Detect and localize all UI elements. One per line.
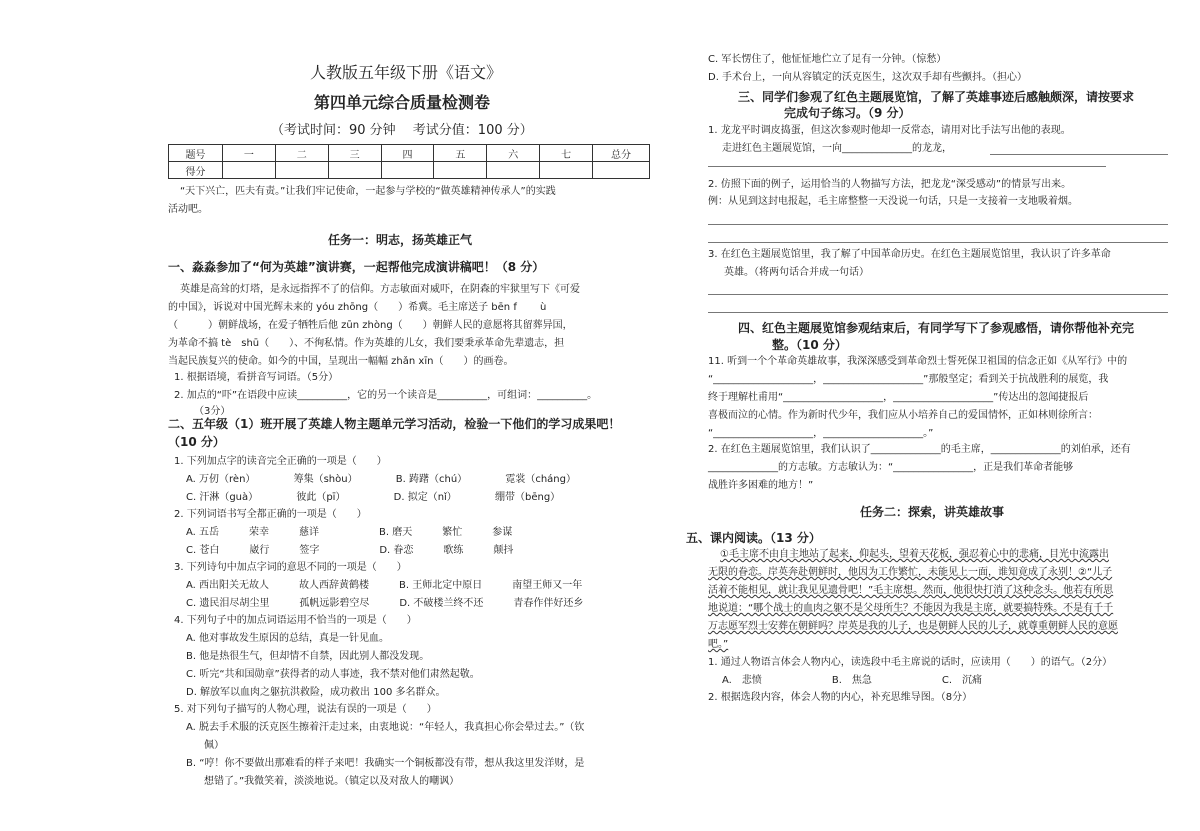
question-two-title: 二、五年级（1）班开展了英雄人物主题单元学习活动，检验一下他们的学习成果吧！ xyxy=(168,417,621,431)
sub-question: 2. 下列词语书写全都正确的一项是（ ） xyxy=(174,509,367,520)
score-input-cell[interactable] xyxy=(381,162,434,179)
passage-line: 的中国》，诉说对中国光辉未来的 yóu zhōng（ ）希冀。毛主席送子 bēn f ù xyxy=(168,302,547,313)
reading-passage-line: 吧。” xyxy=(708,639,729,650)
option-line: A. 西出阳关无故人 故人西辞黄鹤楼 B. 王师北定中原日 南望王师又一年 xyxy=(186,580,583,591)
task-one-heading: 任务一：明志，扬英雄正气 xyxy=(328,233,473,247)
sub-question: 2. 根据选段内容，体会人物的内心，补充思维导图。（8分） xyxy=(708,692,973,703)
score-input-cell[interactable] xyxy=(275,162,328,179)
option-line: B. 他是热很生气，但却情不自禁，因此别人都没发现。 xyxy=(186,651,430,662)
sub-question: 1. 龙龙平时调皮捣蛋，但这次参观时他却一反常态，请用对比手法写出他的表现。 xyxy=(708,125,1071,136)
reading-passage-line: 无限的眷恋。岸英奔赴朝鲜时，他因为工作繁忙，未能见上一面，谁知竟成了永别！②“儿子 xyxy=(708,567,1113,578)
question-three-points: 完成句子练习。（9 分） xyxy=(784,106,911,120)
score-cell: 题号 xyxy=(169,145,223,162)
score-cell: 五 xyxy=(434,145,487,162)
sub-question-points: （3分） xyxy=(194,406,231,417)
option-line: B. “哼！你不要做出那难看的样子来吧！我确实一个铜板都没有带，想从我这里发洋财，是 xyxy=(186,758,585,769)
answer-line[interactable] xyxy=(990,154,1168,155)
question-four-title: 四、红色主题展览馆参观结束后，有同学写下了参观感悟，请你帮他补充完 xyxy=(738,321,1135,335)
option-line: D. 解放军以血肉之躯抗洪救险，成功救出 100 多名群众。 xyxy=(186,687,446,698)
fill-line: 战胜许多困难的地方！” xyxy=(708,480,814,491)
score-table-header-row xyxy=(169,145,650,162)
fill-line: “____________________，____________________”那般坚定；看到关于抗战胜利的展览，我 xyxy=(708,374,1109,385)
score-input-cell[interactable] xyxy=(487,162,540,179)
option-line: A. 万仞（rèn） 筹集（shòu） B. 踌躇（chú） 霓裳（cháng） xyxy=(186,474,576,485)
passage-line: （ ）朝鲜战场，在爱子牺牲后他 zūn zhòng（ ）朝鲜人民的意愿将其留葬异国， xyxy=(168,320,573,331)
passage-line: 英雄是高耸的灯塔，是永远指挥不了的信仰。方志敏面对威吓，在阴森的牢狱里写下《可爱 xyxy=(180,284,580,295)
option-line: C. 汗淋（guà） 彼此（pī） D. 拟定（nǐ） 绷带（bēng） xyxy=(186,492,561,503)
page-subtitle: 第四单元综合质量检测卷 xyxy=(314,93,491,112)
score-input-cell[interactable] xyxy=(593,162,650,179)
passage-line: 当起民族复兴的使命。如今的中国，呈现出一幅幅 zhǎn xīn（ ）的画卷。 xyxy=(168,356,514,367)
example-line: 例：从见到这封电报起，毛主席整整一天没说一句话，只是一支接着一支地吸着烟。 xyxy=(708,196,1078,207)
exam-info: （考试时间：90 分钟 考试分值：100 分） xyxy=(271,123,533,138)
score-input-cell[interactable] xyxy=(434,162,487,179)
fill-line: “____________________，____________________。” xyxy=(708,428,934,439)
fill-line: 终于理解杜甫用“____________________，____________________”传达出的忽闻捷报后 xyxy=(708,392,1089,403)
option-line: A. 他对事故发生原因的总结，真是一针见血。 xyxy=(186,633,390,644)
score-row-label: 得分 xyxy=(169,162,223,179)
option-line: A. 脱去手术服的沃克医生擦着汗走过来，由衷地说：“年轻人，我真担心你会晕过去。”（钦 xyxy=(186,722,585,733)
question-one-title: 一、淼淼参加了“何为英雄”演讲赛，一起帮他完成演讲稿吧！（8 分） xyxy=(168,260,545,274)
question-three-title: 三、同学们参观了红色主题展览馆，了解了英雄事迹后感触颇深，请按要求 xyxy=(738,90,1135,104)
sub-question: 1. 通过人物语言体会人物内心，读选段中毛主席说的话时，应读用（ ）的语气。（2分） xyxy=(708,657,1113,668)
option-line: 佩） xyxy=(204,740,224,751)
reading-passage-line: 万志愿军烈士安葬在朝鲜吗？岸英是我的儿子，也是朝鲜人民的儿子，就尊重朝鲜人民的意愿 xyxy=(708,621,1118,632)
sub-question: 3. 在红色主题展览馆里，我了解了中国革命历史。在红色主题展览馆里，我认识了许多革命 xyxy=(708,249,1111,260)
answer-line[interactable] xyxy=(708,224,1168,225)
option-line: C. 苍白 崴行 签字 D. 眷恋 歌练 颠抖 xyxy=(186,545,514,556)
answer-line[interactable] xyxy=(708,294,1168,295)
task-two-heading: 任务二：探索，讲英雄故事 xyxy=(860,505,1005,519)
score-input-cell[interactable] xyxy=(540,162,593,179)
option-line: C. 听完“共和国勋章”获得者的动人事迹，我不禁对他们肃然起敬。 xyxy=(186,669,480,680)
sub-question: 4. 下列句子中的加点词语运用不恰当的一项是（ ） xyxy=(174,615,417,626)
fill-line: 11. 听到一个个革命英雄故事，我深深感受到革命烈士誓死保卫祖国的信念正如《从军行》中的 xyxy=(708,356,1128,367)
sub-question: 2. 仿照下面的例子，运用恰当的人物描写方法，把龙龙“深受感动”的情景写出来。 xyxy=(708,179,1072,190)
score-cell: 一 xyxy=(222,145,275,162)
intro-line: 活动吧。 xyxy=(168,204,208,215)
option-line: D. 手术台上，一向从容镇定的沃克医生，这次双手却有些颤抖。（担心） xyxy=(708,72,1028,83)
reading-passage-line: 地说道：“哪个战士的血肉之躯不是父母所生？不能因为我是主席，就要搞特殊。不是有千千 xyxy=(708,603,1114,614)
score-table xyxy=(168,144,650,179)
fill-line: 走进红色主题展览馆，一向______________的龙龙， xyxy=(722,143,952,154)
fill-line: 2. 在红色主题展览馆里，我们认识了______________的毛主席，______________的刘伯承，还有 xyxy=(708,444,1131,455)
score-cell: 六 xyxy=(487,145,540,162)
fill-line: ______________的方志敏。方志敏认为：“________________，正是我们革命者能够 xyxy=(708,462,1074,473)
score-cell: 七 xyxy=(540,145,593,162)
score-cell: 总分 xyxy=(593,145,650,162)
option-line: 想错了。”我微笑着，淡淡地说。（镇定以及对敌人的嘲讽） xyxy=(204,776,460,787)
score-cell: 四 xyxy=(381,145,434,162)
score-table-score-row xyxy=(169,162,650,179)
sub-question: 1. 下列加点字的读音完全正确的一项是（ ） xyxy=(174,456,387,467)
sub-question: 1. 根据语境，看拼音写词语。（5分） xyxy=(174,372,339,383)
page-title: 人教版五年级下册《语文》 xyxy=(310,63,503,82)
sub-question: 2. 加点的“吓”在语段中应读__________，它的另一个读音是__________，可组词：__________。 xyxy=(174,390,598,401)
option-line: C. 遗民泪尽胡尘里 孤帆远影碧空尽 D. 不破楼兰终不还 青春作伴好还乡 xyxy=(186,598,584,609)
intro-line: “天下兴亡，匹夫有责。”让我们牢记使命，一起参与学校的“做英雄精神传承人”的实践 xyxy=(180,186,556,197)
option-line: C. 军长愣住了，他怔怔地伫立了足有一分钟。（惊愁） xyxy=(708,54,947,65)
sub-question: 5. 对下列句子描写的人物心理，说法有误的一项是（ ） xyxy=(174,704,437,715)
option-line: A. 五岳 荣幸 慈详 B. 磨天 繁忙 参谋 xyxy=(186,527,513,538)
option-line: A. 悲愤 B. 焦急 C. 沉痛 xyxy=(722,675,983,686)
reading-passage-line: ①毛主席不由自主地站了起来，仰起头，望着天花板，强忍着心中的悲痛，目光中流露出 xyxy=(720,549,1109,560)
passage-line: 为革命不搞 tè shū（ ）、不徇私情。作为英雄的儿女，我们要秉承革命先辈遗志，担 xyxy=(168,338,565,349)
sub-question: 英雄。（将两句话合并成一句话） xyxy=(724,267,869,278)
question-four-points: 整。（10 分） xyxy=(772,338,847,352)
reading-passage-line: 活着不能相见，就让我见见遗骨吧！”毛主席想。然而，他很快打消了这种念头。他若有所思 xyxy=(708,585,1114,596)
fill-line: 喜极而泣的心情。作为新时代少年，我们应从小培养自己的爱国情怀，正如林则徐所言： xyxy=(708,410,1098,421)
answer-line[interactable] xyxy=(708,166,1106,167)
score-cell: 二 xyxy=(275,145,328,162)
question-two-points: （10 分） xyxy=(168,435,225,449)
question-five-title: 五、课内阅读。（13 分） xyxy=(686,531,821,545)
score-input-cell[interactable] xyxy=(222,162,275,179)
score-cell: 三 xyxy=(328,145,381,162)
answer-line[interactable] xyxy=(708,242,1168,243)
score-input-cell[interactable] xyxy=(328,162,381,179)
sub-question: 3. 下列诗句中加点字词的意思不同的一项是（ ） xyxy=(174,562,407,573)
answer-line[interactable] xyxy=(708,312,1168,313)
